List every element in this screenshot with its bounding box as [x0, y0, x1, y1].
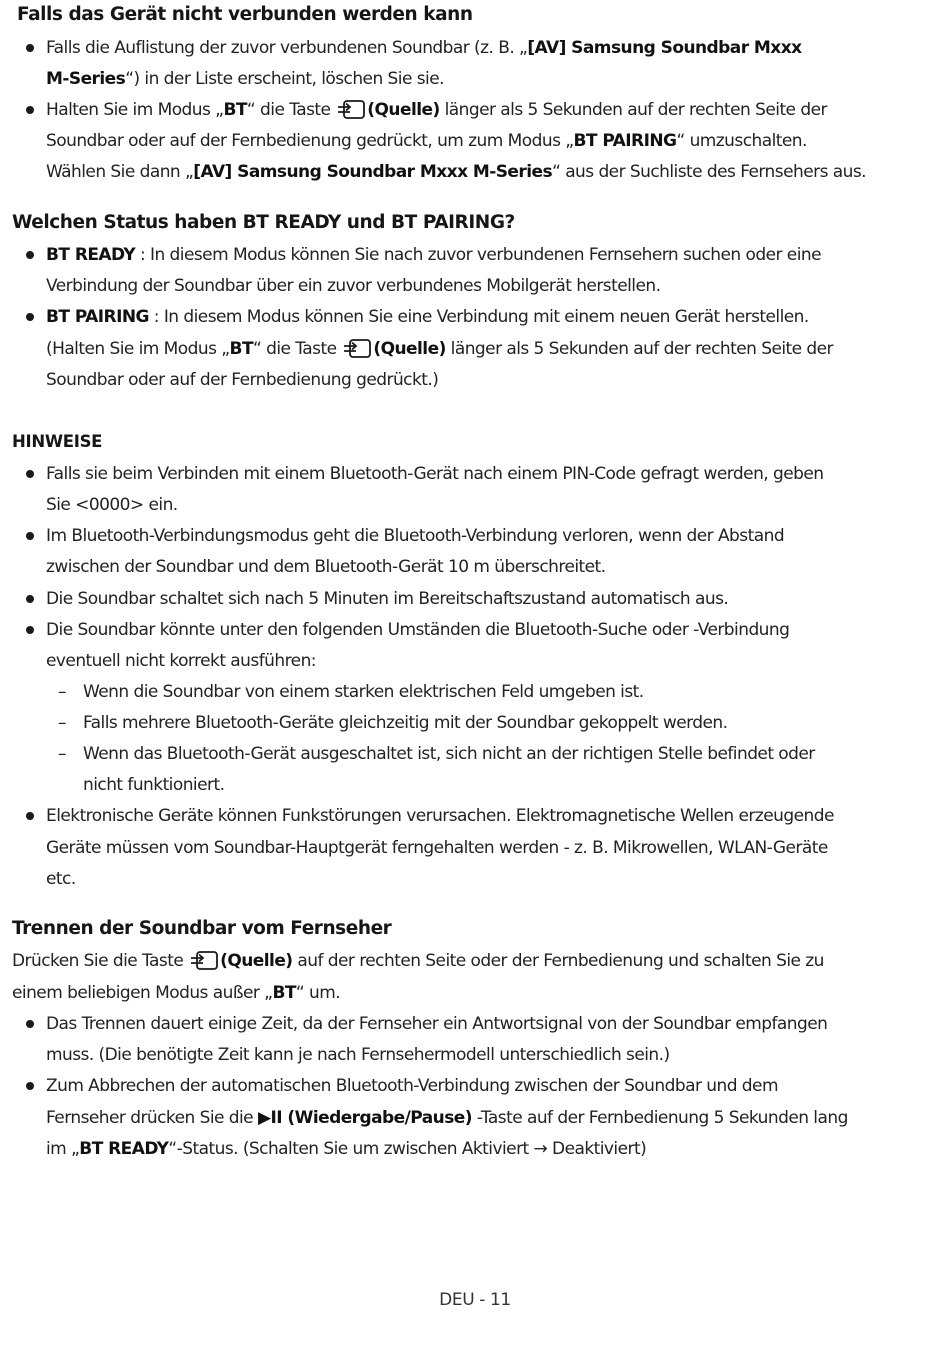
text-line: (Halten Sie im Modus „BT“ die Taste (Quelle) länger als 5 Sekunden auf der rechten Seite der: [46, 339, 833, 359]
dash-marker: –: [58, 744, 67, 764]
text-line: Sie <0000> ein.: [46, 495, 178, 515]
text-line: eventuell nicht korrekt ausführen:: [46, 651, 316, 671]
text-line: im „BT READY“-Status. (Schalten Sie um zwischen Aktiviert → Deaktiviert): [46, 1139, 647, 1159]
text-line: Wenn die Soundbar von einem starken elektrischen Feld umgeben ist.: [83, 682, 644, 702]
text-line: Elektronische Geräte können Funkstörungen verursachen. Elektromagnetische Wellen erzeugende: [46, 806, 834, 826]
text-line: Im Bluetooth-Verbindungsmodus geht die Bluetooth-Verbindung verloren, wenn der Abstand: [46, 526, 785, 546]
bullet: [26, 626, 34, 634]
text-line: BT PAIRING : In diesem Modus können Sie eine Verbindung mit einem neuen Gerät herstellen.: [46, 307, 809, 327]
text-line: Falls mehrere Bluetooth-Geräte gleichzeitig mit der Soundbar gekoppelt werden.: [83, 713, 728, 733]
text-line: Die Soundbar könnte unter den folgenden Umständen die Bluetooth-Suche oder -Verbindung: [46, 620, 790, 640]
bullet: [26, 251, 34, 259]
text-line: Fernseher drücken Sie die ▶II (Wiedergabe/Pause) -Taste auf der Fernbedienung 5 Sekunden lang: [46, 1108, 848, 1128]
text-line: Soundbar oder auf der Fernbedienung gedrückt.): [46, 370, 439, 390]
text-line: Wenn das Bluetooth-Gerät ausgeschaltet ist, sich nicht an der richtigen Stelle befindet oder: [83, 744, 815, 764]
text-line: Soundbar oder auf der Fernbedienung gedrückt, um zum Modus „BT PAIRING“ umzuschalten.: [46, 131, 807, 151]
text-line: BT READY : In diesem Modus können Sie nach zuvor verbundenen Fernsehern suchen oder eine: [46, 245, 822, 265]
bullet: [26, 595, 34, 603]
text-line: nicht funktioniert.: [83, 775, 225, 795]
text-line: einem beliebigen Modus außer „BT“ um.: [12, 983, 341, 1003]
page-number: DEU - 11: [439, 1290, 511, 1310]
text-line: Geräte müssen vom Soundbar-Hauptgerät ferngehalten werden - z. B. Mikrowellen, WLAN-Geräte: [46, 838, 828, 858]
text-line: Verbindung der Soundbar über ein zuvor verbundenes Mobilgerät herstellen.: [46, 276, 661, 296]
bullet: [26, 313, 34, 321]
text-line: Die Soundbar schaltet sich nach 5 Minuten im Bereitschaftszustand automatisch aus.: [46, 589, 729, 609]
dash-marker: –: [58, 713, 67, 733]
text-line: Wählen Sie dann „[AV] Samsung Soundbar Mxxx M-Series“ aus der Suchliste des Fernsehers aus.: [46, 162, 866, 182]
section-title-disconnect: Trennen der Soundbar vom Fernseher: [12, 918, 392, 939]
text-line: Zum Abbrechen der automatischen Bluetooth-Verbindung zwischen der Soundbar und dem: [46, 1076, 778, 1096]
bullet: [26, 532, 34, 540]
text-line: zwischen der Soundbar und dem Bluetooth-Gerät 10 m überschreitet.: [46, 557, 606, 577]
bullet: [26, 812, 34, 820]
notes-title: HINWEISE: [12, 432, 103, 451]
bullet: [26, 44, 34, 52]
section-title-not-connected: Falls das Gerät nicht verbunden werden kann: [17, 4, 473, 25]
bullet: [26, 106, 34, 114]
text-line: Halten Sie im Modus „BT“ die Taste (Quelle) länger als 5 Sekunden auf der rechten Seite der: [46, 100, 827, 120]
section-title-bt-status: Welchen Status haben BT READY und BT PAIRING?: [12, 212, 515, 233]
text-line: M-Series“) in der Liste erscheint, löschen Sie sie.: [46, 69, 444, 89]
bullet: [26, 470, 34, 478]
source-icon: [189, 950, 219, 971]
text-line: etc.: [46, 869, 76, 889]
text-line: Drücken Sie die Taste (Quelle) auf der rechten Seite oder der Fernbedienung und schalten Sie zu: [12, 951, 824, 971]
text-line: Falls die Auflistung der zuvor verbundenen Soundbar (z. B. „[AV] Samsung Soundbar Mxxx: [46, 38, 802, 58]
bullet: [26, 1082, 34, 1090]
text-line: Das Trennen dauert einige Zeit, da der Fernseher ein Antwortsignal von der Soundbar empfangen: [46, 1014, 828, 1034]
source-icon: [336, 99, 366, 120]
bullet: [26, 1020, 34, 1028]
text-line: muss. (Die benötigte Zeit kann je nach Fernsehermodell unterschiedlich sein.): [46, 1045, 670, 1065]
source-icon: [342, 338, 372, 359]
dash-marker: –: [58, 682, 67, 702]
text-line: Falls sie beim Verbinden mit einem Bluetooth-Gerät nach einem PIN-Code gefragt werden, geben: [46, 464, 824, 484]
